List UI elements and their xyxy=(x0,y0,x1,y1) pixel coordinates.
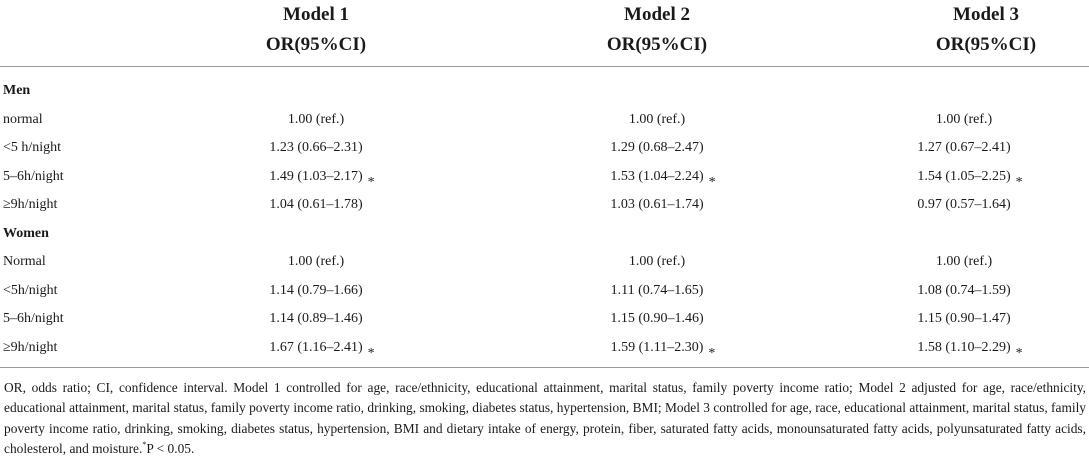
table-row xyxy=(0,277,1089,305)
cell-value: 1.08 (0.74–1.59) xyxy=(917,283,1011,298)
cell-value: 1.14 (0.89–1.46) xyxy=(269,311,363,326)
table-row xyxy=(0,106,1089,134)
table-row xyxy=(0,163,1089,191)
row-label: ≥9h/night xyxy=(3,197,58,212)
table-row xyxy=(0,191,1089,219)
cell-value: 1.23 (0.66–2.31) xyxy=(269,140,363,155)
table-row xyxy=(0,134,1089,162)
row-group-label: Men xyxy=(3,83,31,98)
significance-marker: * xyxy=(367,175,375,190)
footnote-superscript: * xyxy=(142,440,147,450)
cell-value: 1.00 (ref.) xyxy=(287,112,345,127)
column-header-model-3 xyxy=(886,0,1086,60)
cell-value-significant: 1.58 (1.10–2.29) * xyxy=(917,340,1010,355)
column-subtitle: OR(95%CI) xyxy=(265,34,367,55)
cell-value: 1.14 (0.79–1.66) xyxy=(269,283,363,298)
table-footnote xyxy=(4,378,1086,460)
table-row xyxy=(0,305,1089,333)
cell-value: 1.27 (0.67–2.41) xyxy=(917,140,1011,155)
cell-value-significant: 1.59 (1.11–2.30) * xyxy=(611,340,704,355)
cell-value-significant: 1.54 (1.05–2.25) * xyxy=(917,169,1010,184)
cell-value-significant: 1.67 (1.16–2.41) * xyxy=(269,340,362,355)
table-row xyxy=(0,220,1089,248)
row-label: 5–6h/night xyxy=(3,311,64,326)
row-label: 5–6h/night xyxy=(3,169,64,184)
cell-value: 1.15 (0.90–1.47) xyxy=(917,311,1011,326)
column-title: Model 3 xyxy=(953,4,1019,25)
column-subtitle: OR(95%CI) xyxy=(606,34,708,55)
row-label: <5h/night xyxy=(3,283,58,298)
footer-rule xyxy=(0,367,1089,368)
column-header-model-2 xyxy=(557,0,757,60)
cell-value: 1.00 (ref.) xyxy=(935,254,993,269)
cell-value: 1.03 (0.61–1.74) xyxy=(610,197,704,212)
cell-value: 1.15 (0.90–1.46) xyxy=(610,311,704,326)
row-label: Normal xyxy=(3,254,46,269)
table-row xyxy=(0,248,1089,276)
cell-value: 1.00 (ref.) xyxy=(628,112,686,127)
cell-value: 1.00 (ref.) xyxy=(287,254,345,269)
cell-value-significant: 1.49 (1.03–2.17) * xyxy=(269,169,362,184)
row-group-label: Women xyxy=(3,226,49,241)
cell-value: 1.29 (0.68–2.47) xyxy=(610,140,704,155)
significance-marker: * xyxy=(367,346,375,361)
cell-value: 1.00 (ref.) xyxy=(628,254,686,269)
column-title: Model 1 xyxy=(283,4,349,25)
significance-marker: * xyxy=(1015,175,1023,190)
table-row xyxy=(0,334,1089,362)
cell-value: 0.97 (0.57–1.64) xyxy=(917,197,1011,212)
row-label: <5 h/night xyxy=(3,140,62,155)
significance-marker: * xyxy=(708,175,716,190)
table-row xyxy=(0,77,1089,105)
cell-value: 1.00 (ref.) xyxy=(935,112,993,127)
cell-value: 1.11 (0.74–1.65) xyxy=(610,283,704,298)
row-label: ≥9h/night xyxy=(3,340,58,355)
cell-value-significant: 1.53 (1.04–2.24) * xyxy=(610,169,703,184)
footnote-tail: P < 0.05. xyxy=(146,441,195,457)
column-subtitle: OR(95%CI) xyxy=(935,34,1037,55)
column-header-model-1 xyxy=(216,0,416,60)
cell-value: 1.04 (0.61–1.78) xyxy=(269,197,363,212)
significance-marker: * xyxy=(708,346,716,361)
footnote-text: OR, odds ratio; CI, confidence interval. Model 1 controlled for age, race/ethnicity, educational attainment, marital status, family poverty income ratio; Model 2 adjusted for age, race/ethnicity, educational attainment, marital status, family poverty income ratio, drinking, smoking, diabetes status, hypertension, BMI; Model 3 controlled for age, race, educational attainment, marital status, family poverty income ratio, drinking, smoking, diabetes status, hypertension, BMI and dietary intake of energy, protein, fiber, saturated fatty acids, monounsaturated fatty acids, polyunsaturated fatty acids, cholesterol, and moisture. xyxy=(4,380,1086,457)
column-title: Model 2 xyxy=(624,4,690,25)
header-rule xyxy=(0,66,1089,67)
row-label: normal xyxy=(3,112,43,127)
significance-marker: * xyxy=(1015,346,1023,361)
